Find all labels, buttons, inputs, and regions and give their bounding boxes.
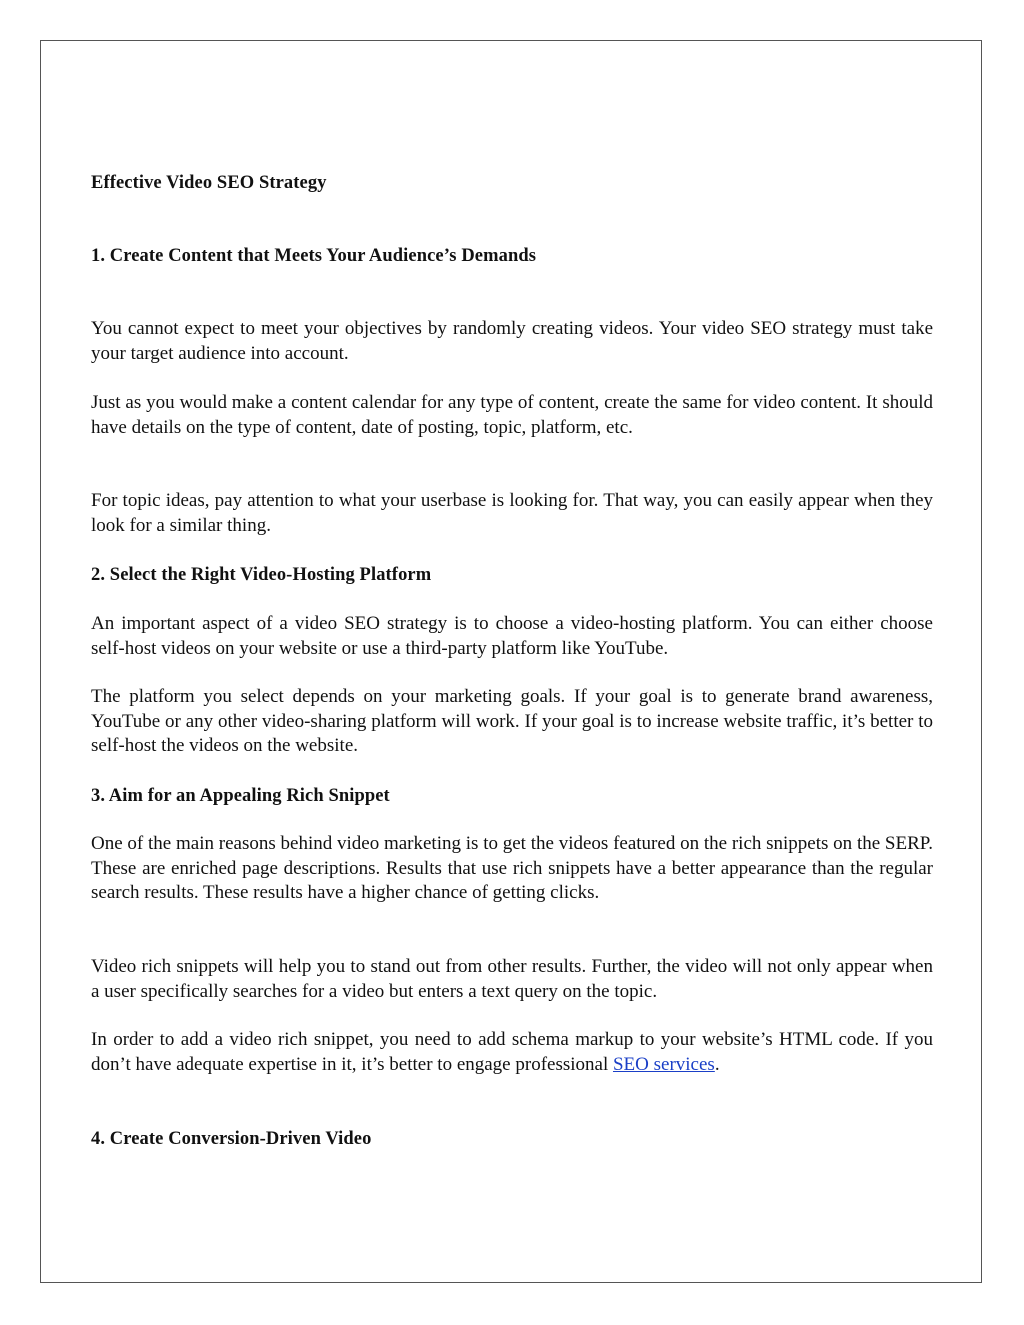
section-2-paragraph-1: An important aspect of a video SEO strategy is to choose a video-hosting platform. You can either choose self-host videos on your website or use a third-party platform like YouTube. (91, 613, 933, 659)
section-1-heading: 1. Create Content that Meets Your Audience’s Demands (91, 246, 537, 266)
seo-services-link[interactable]: SEO services (612, 1053, 715, 1075)
section-3-paragraph-3 (91, 1028, 933, 1077)
paragraph-text-before-link: In order to add a video rich snippet, you need to add schema markup to your website’s HTML code. If you don’t have adequate expertise in it, it’s better to engage professional (91, 1029, 933, 1075)
section-4-heading: 4. Create Conversion-Driven Video (91, 1129, 372, 1149)
paragraph-text-after-link: . (714, 1053, 720, 1075)
section-3-heading: 3. Aim for an Appealing Rich Snippet (91, 786, 390, 806)
document-title: Effective Video SEO Strategy (91, 173, 327, 193)
section-3-paragraph-2: Video rich snippets will help you to stand out from other results. Further, the video will not only appear when a user specifically searches for a video but enters a text query on the topic. (91, 956, 933, 1002)
section-1-paragraph-2: Just as you would make a content calendar for any type of content, create the same for video content. It should have details on the type of content, date of posting, topic, platform, etc. (91, 392, 933, 438)
section-3-paragraph-1: One of the main reasons behind video marketing is to get the videos featured on the rich snippets on the SERP. These are enriched page descriptions. Results that use rich snippets have a better appearance than the regular search results. These results have a higher chance of getting clicks. (91, 833, 933, 903)
section-2-heading: 2. Select the Right Video-Hosting Platform (91, 565, 432, 585)
page-frame (40, 40, 982, 1283)
section-1-paragraph-1: You cannot expect to meet your objectives by randomly creating videos. Your video SEO strategy must take your target audience into account. (91, 318, 933, 364)
section-2-paragraph-2: The platform you select depends on your marketing goals. If your goal is to generate brand awareness, YouTube or any other video-sharing platform will work. If your goal is to increase website traffic, it’s better to self-host the videos on the website. (91, 686, 933, 756)
section-1-paragraph-3: For topic ideas, pay attention to what your userbase is looking for. That way, you can easily appear when they look for a similar thing. (91, 490, 933, 536)
